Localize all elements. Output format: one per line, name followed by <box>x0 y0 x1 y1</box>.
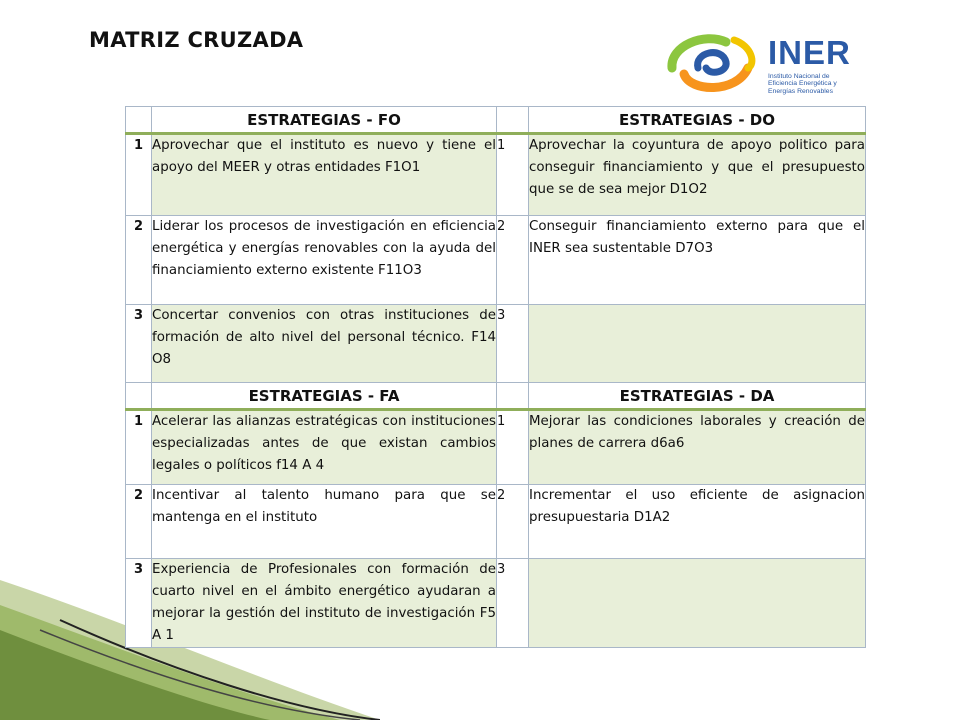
table-row <box>126 216 866 305</box>
strategy-cell: Experiencia de Profesionales con formación de cuarto nivel en el ámbito energético ayudaran a mejorar la gestión del instituto de investigación F5 A 1 <box>152 559 497 648</box>
strategy-cell: Aprovechar la coyuntura de apoyo politico para conseguir financiamiento y que el presupuesto que se de sea mejor D1O2 <box>529 134 866 216</box>
row-number: 3 <box>497 305 529 383</box>
iner-logo <box>664 28 874 98</box>
header-fa: ESTRATEGIAS - FA <box>152 383 497 410</box>
table-row <box>126 134 866 216</box>
row-number: 2 <box>126 485 152 559</box>
strategy-cell <box>529 305 866 383</box>
row-number: 1 <box>126 134 152 216</box>
page-title: MATRIZ CRUZADA <box>89 28 304 52</box>
strategy-cell: Concertar convenios con otras instituciones de formación de alto nivel del personal técnico. F14 O8 <box>152 305 497 383</box>
row-number: 2 <box>126 216 152 305</box>
strategy-cell: Aprovechar que el instituto es nuevo y tiene el apoyo del MEER y otras entidades F1O1 <box>152 134 497 216</box>
strategy-cell: Acelerar las alianzas estratégicas con instituciones especializadas antes de que existan cambios legales o políticos f14 A 4 <box>152 410 497 485</box>
table-row <box>126 559 866 648</box>
header-row <box>126 383 866 410</box>
table-row <box>126 305 866 383</box>
header-da: ESTRATEGIAS - DA <box>529 383 866 410</box>
strategy-cell: Mejorar las condiciones laborales y creación de planes de carrera d6a6 <box>529 410 866 485</box>
row-number: 1 <box>497 134 529 216</box>
header-row <box>126 107 866 134</box>
strategy-cell <box>529 559 866 648</box>
row-number: 2 <box>497 485 529 559</box>
logo-name: INER <box>768 34 851 71</box>
strategy-cell: Liderar los procesos de investigación en eficiencia energética y energías renovables con la ayuda del financiamiento externo existente F11O3 <box>152 216 497 305</box>
row-number: 3 <box>126 305 152 383</box>
row-number: 1 <box>497 410 529 485</box>
header-fo: ESTRATEGIAS - FO <box>152 107 497 134</box>
header-do: ESTRATEGIAS - DO <box>529 107 866 134</box>
row-number: 2 <box>497 216 529 305</box>
row-number: 3 <box>497 559 529 648</box>
row-number: 3 <box>126 559 152 648</box>
strategy-cell: Incentivar al talento humano para que se mantenga en el instituto <box>152 485 497 559</box>
strategy-matrix <box>125 106 866 648</box>
table-row <box>126 485 866 559</box>
table-row <box>126 410 866 485</box>
row-number: 1 <box>126 410 152 485</box>
logo-subtitle: Instituto Nacional de Eficiencia Energética y Energías Renovables <box>768 73 837 95</box>
strategy-cell: Incrementar el uso eficiente de asignacion presupuestaria D1A2 <box>529 485 866 559</box>
iner-swirl-icon <box>664 28 764 98</box>
strategy-cell: Conseguir financiamiento externo para que el INER sea sustentable D7O3 <box>529 216 866 305</box>
